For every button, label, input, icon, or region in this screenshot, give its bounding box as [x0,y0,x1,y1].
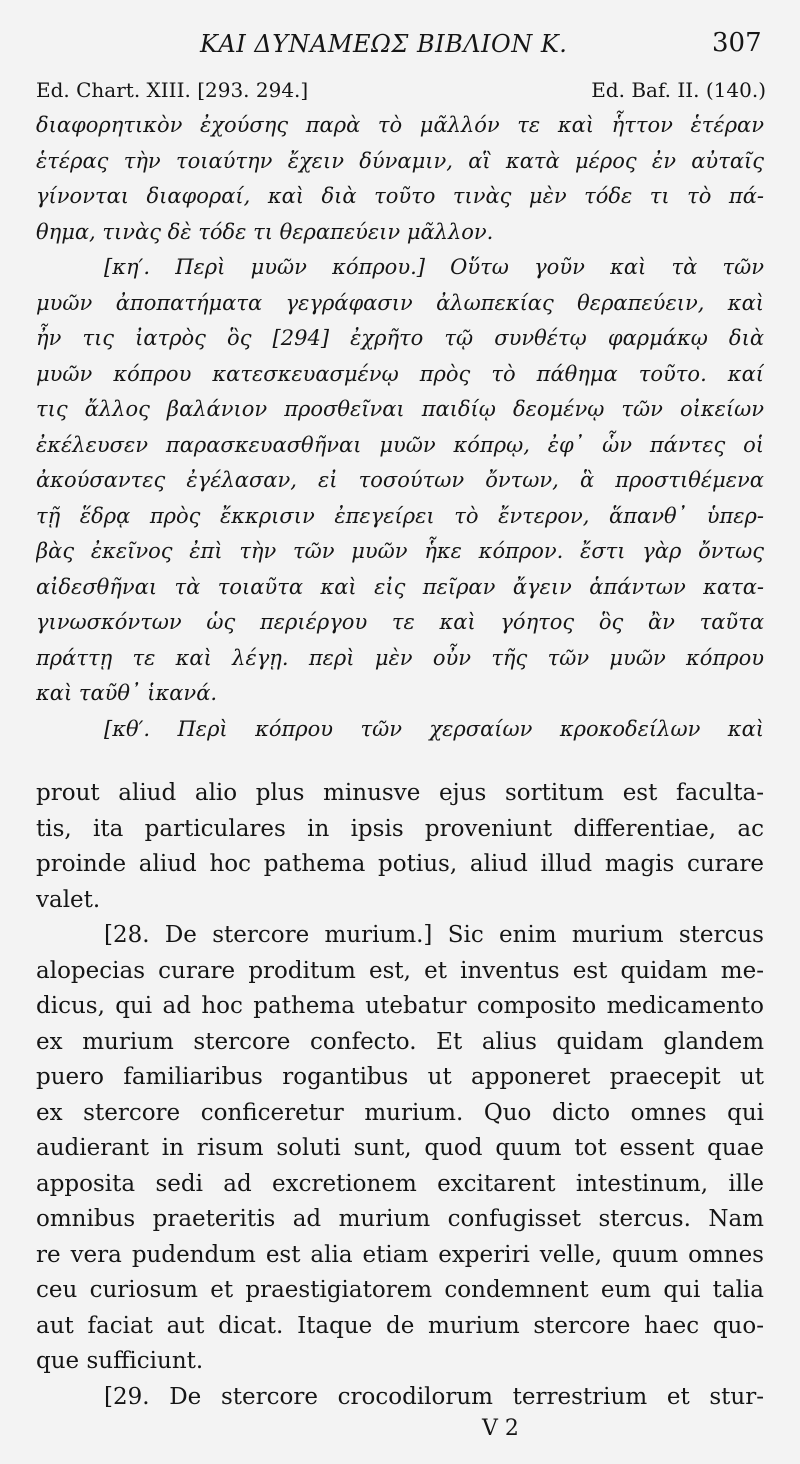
greek-section-heading: [κθ′. Περὶ κόπρου τῶν χερσαίων κροκοδείλων καὶ [104,716,764,741]
greek-line: θημα, τινὰς δὲ τόδε τι θεραπεύειν μᾶλλον. [36,219,494,244]
edition-basel: Ed. Baf. II. (140.) [591,78,766,102]
greek-section-heading: [κη′. Περὶ μυῶν κόπρου.] Οὕτω γοῦν καὶ τὰ τῶν [104,255,764,279]
running-title: ΚΑΙ ΔΥΝΑΜΕΩΣ ΒΙΒΛΙΟΝ Κ. [200,30,568,58]
latin-line: prout aliud alio plus minusve ejus sortitum est faculta- [36,780,764,806]
greek-line: πράττῃ τε καὶ λέγῃ. περὶ μὲν οὖν τῆς τῶν μυῶν κόπρου [36,645,764,670]
latin-line: aut faciat aut dicat. Itaque de murium stercore haec quo- [36,1312,764,1339]
latin-line: dicus, qui ad hoc pathema utebatur composito medicamento [36,993,764,1019]
greek-line: διαφορητικὸν ἐχούσης παρὰ τὸ μᾶλλόν τε καὶ ἧττον ἑτέραν [36,113,764,137]
greek-line: γινωσκόντων ὡς περιέργου τε καὶ γόητος ὃς ἂν ταῦτα [36,610,764,634]
edition-chartier: Ed. Chart. XIII. [293. 294.] [36,78,309,102]
latin-line: que sufficiunt. [36,1348,204,1374]
latin-section-heading: [28. De stercore murium.] Sic enim murium stercus [104,922,764,948]
greek-line: βὰς ἐκεῖνος ἐπὶ τὴν τῶν μυῶν ἧκε κόπρον. ἔστι γὰρ ὄντως [36,539,764,563]
greek-line: τῇ ἕδρᾳ πρὸς ἔκκρισιν ἐπεγείρει τὸ ἔντερον, ἅπανθ᾽ ὑπερ- [36,503,764,528]
latin-text [36,776,764,1415]
latin-section-heading: [29. De stercore crocodilorum terrestrium et stur- [104,1383,764,1410]
latin-line: ex murium stercore confecto. Et alius quidam glandem [36,1028,764,1055]
greek-line: ἑτέρας τὴν τοιαύτην ἔχειν δύναμιν, αἳ κατὰ μέρος ἐν αὐταῖς [36,148,764,173]
greek-line: καὶ ταῦθ᾽ ἱκανά. [36,681,218,705]
signature-mark: V 2 [482,1416,519,1441]
latin-line: valet. [36,886,101,913]
greek-line: ἀκούσαντες ἐγέλασαν, εἰ τοσούτων ὄντων, ἃ προστιθέμενα [36,468,764,492]
greek-line: μυῶν κόπρου κατεσκευασμένῳ πρὸς τὸ πάθημα τοῦτο. καί [36,361,764,386]
page-number: 307 [712,28,762,58]
latin-line: re vera pudendum est alia etiam experiri velle, quum omnes [36,1241,764,1268]
greek-line: ἐκέλευσεν παρασκευασθῆναι μυῶν κόπρῳ, ἐφ᾽ ὧν πάντες οἱ [36,432,764,457]
latin-line: ceu curiosum et praestigiatorem condemnent eum qui talia [36,1277,764,1303]
latin-line: omnibus praeteritis ad murium confugisset stercus. Nam [36,1206,764,1232]
greek-line: ἦν τις ἰατρὸς ὃς [294] ἐχρῆτο τῷ συνθέτῳ φαρμάκῳ διὰ [36,326,764,350]
latin-line: proinde aliud hoc pathema potius, aliud illud magis curare [36,851,764,877]
greek-text [36,108,764,747]
greek-line: τις ἄλλος βαλάνιον προσθεῖναι παιδίῳ δεομένῳ τῶν οἰκείων [36,397,764,421]
greek-line: αἰδεσθῆναι τὰ τοιαῦτα καὶ εἰς πεῖραν ἄγειν ἁπάντων κατα- [36,574,764,599]
latin-line: puero familiaribus rogantibus ut apponeret praecepit ut [36,1064,764,1090]
running-head [0,24,800,64]
greek-line: μυῶν ἀποπατήματα γεγράφασιν ἀλωπεκίας θεραπεύειν, καὶ [36,290,764,315]
edition-references [0,78,800,108]
greek-line: γίνονται διαφοραί, καὶ διὰ τοῦτο τινὰς μὲν τόδε τι τὸ πά- [36,184,764,208]
latin-line: apposita sedi ad excretionem excitarent intestinum, ille [36,1170,764,1197]
latin-line: alopecias curare proditum est, et inventus est quidam me- [36,957,764,984]
latin-line: tis, ita particulares in ipsis proveniunt differentiae, ac [36,815,764,842]
latin-line: audierant in risum soluti sunt, quod quum tot essent quae [36,1135,764,1161]
latin-line: ex stercore conficeretur murium. Quo dicto omnes qui [36,1099,764,1126]
